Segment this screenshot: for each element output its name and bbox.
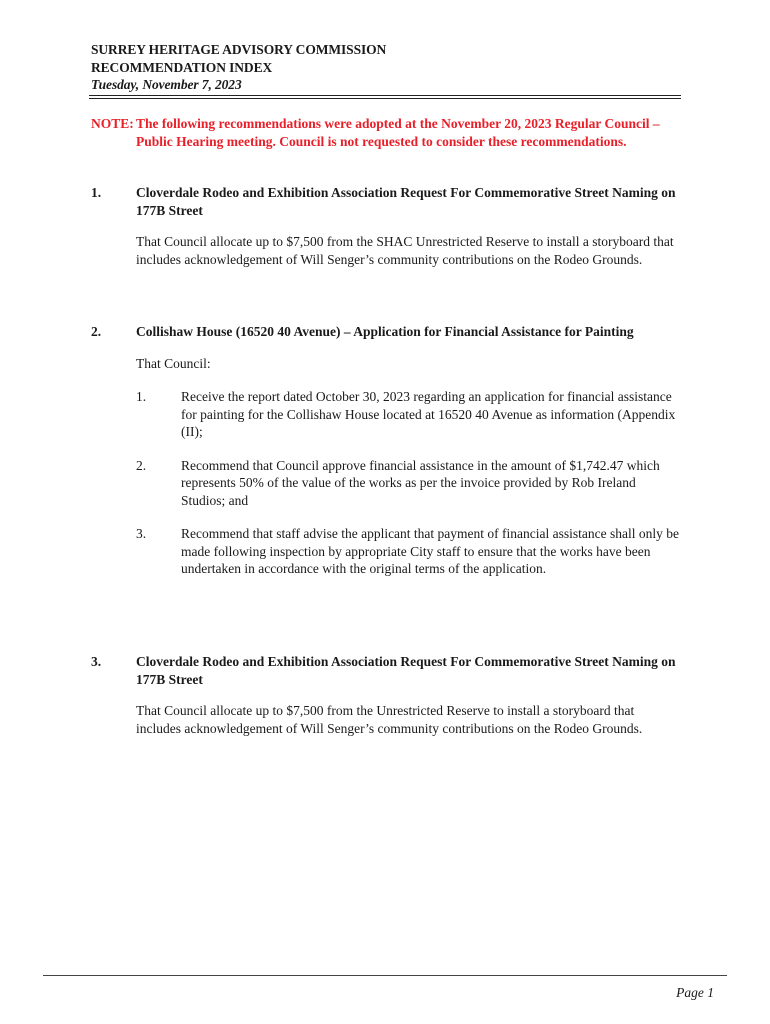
sub-item-number: 2. (136, 457, 147, 473)
item-paragraph: That Council allocate up to $7,500 from the SHAC Unrestricted Reserve to install a storyboard that includes acknowledgement of Will Senger’s community contributions on the Rodeo Grounds. (136, 234, 674, 267)
header-rule-top (89, 95, 681, 96)
sub-item-text: Recommend that Council approve financial assistance in the amount of $1,742.47 which represents 50% of the value of the works as per the invoice provided by Rob Ireland Studios; and (181, 457, 660, 508)
adoption-note (91, 115, 681, 150)
item-number: 2. (91, 324, 102, 339)
sub-item-number: 3. (136, 526, 147, 541)
recommendation-item-2 (91, 323, 681, 578)
sub-item-number: 1. (136, 389, 147, 404)
note-label: NOTE: (91, 116, 134, 131)
item-title: Cloverdale Rodeo and Exhibition Association Request For Commemorative Street Naming on 177B Street (136, 185, 676, 218)
commission-name: SURREY HERITAGE ADVISORY COMMISSION (91, 42, 387, 57)
note-text: The following recommendations were adopted at the November 20, 2023 Regular Council – Public Hearing meeting. Council is not requested to consider these recommendations. (136, 116, 660, 149)
document-title: RECOMMENDATION INDEX (91, 59, 273, 75)
sub-item-1 (136, 388, 681, 441)
item-paragraph: That Council allocate up to $7,500 from the Unrestricted Reserve to install a storyboard that includes acknowledgement of Will Senger’s community contributions on the Rodeo Grounds. (136, 703, 643, 736)
sub-item-2 (136, 457, 681, 510)
item-title: Collishaw House (16520 40 Avenue) – Application for Financial Assistance for Painting (136, 324, 634, 339)
meeting-date: Tuesday, November 7, 2023 (91, 77, 242, 92)
header-rule-bottom (89, 98, 681, 99)
item-paragraph: That Council: (136, 355, 211, 371)
item-number: 3. (91, 654, 102, 669)
document-header (91, 41, 681, 94)
item-title: Cloverdale Rodeo and Exhibition Association Request For Commemorative Street Naming on 177B Street (136, 654, 676, 687)
recommendation-item-3 (91, 653, 681, 737)
sub-item-text: Receive the report dated October 30, 2023 regarding an application for financial assistance for painting for the Collishaw House located at 16520 40 Avenue as information (Appendix (II); (181, 389, 676, 439)
item-number: 1. (91, 185, 102, 200)
sub-item-text: Recommend that staff advise the applicant that payment of financial assistance shall only be made following inspection by appropriate City staff to ensure that the works have been undertaken in accordance with the original terms of the application. (181, 526, 679, 576)
recommendation-item-1 (91, 184, 681, 268)
sub-item-3 (136, 525, 681, 578)
footer-rule (43, 975, 727, 976)
page-number: Page 1 (676, 985, 714, 1000)
